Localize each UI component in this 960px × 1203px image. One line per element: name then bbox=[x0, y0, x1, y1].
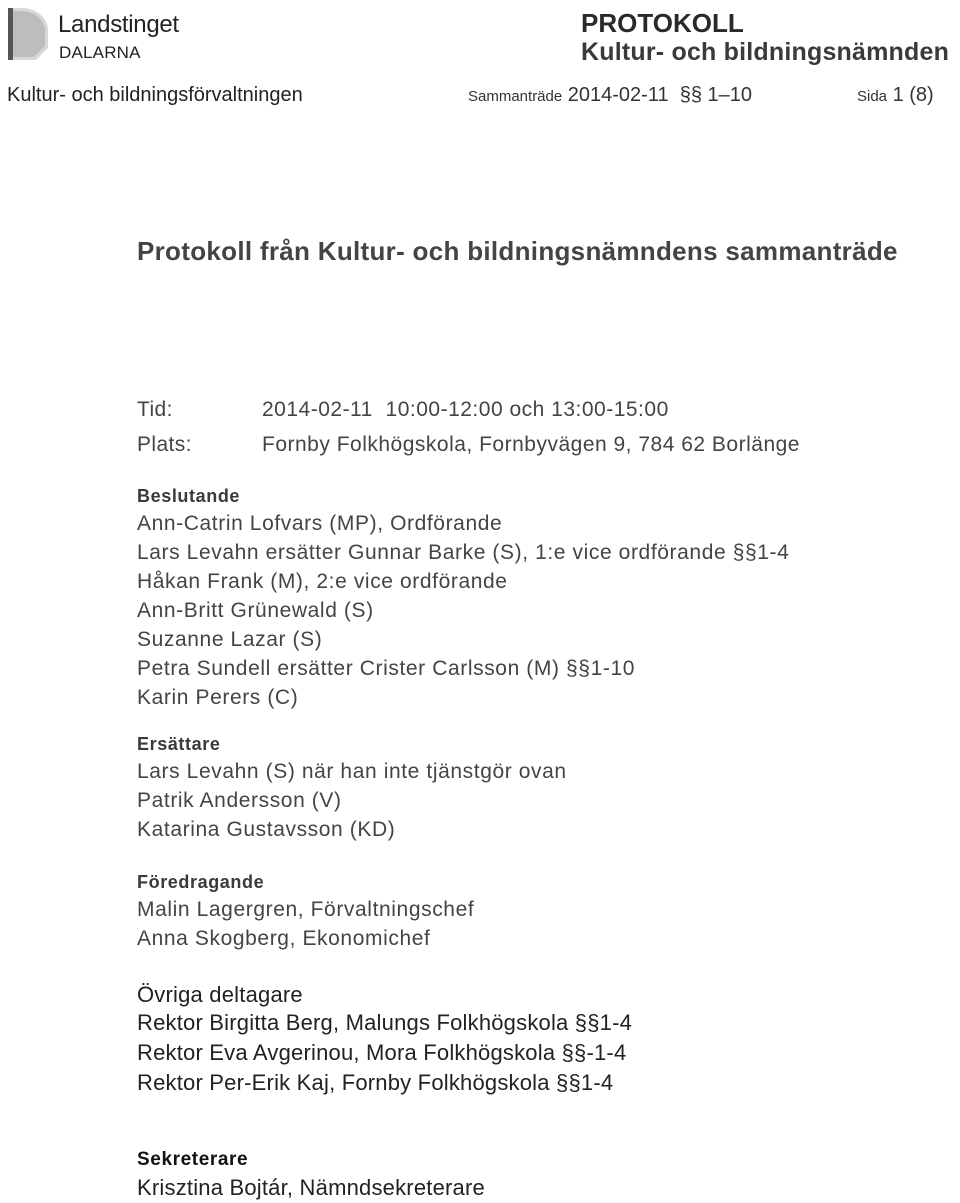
list-item: Rektor Eva Avgerinou, Mora Folkhögskola §§-1-4 bbox=[137, 1040, 627, 1065]
place-label: Plats: bbox=[137, 433, 192, 456]
list-item: Suzanne Lazar (S) bbox=[137, 628, 323, 651]
page-label: Sida bbox=[857, 88, 888, 105]
ovriga-section bbox=[137, 982, 632, 1098]
list-item: Karin Perers (C) bbox=[137, 686, 299, 709]
list-item: Patrik Andersson (V) bbox=[137, 789, 342, 812]
time-label: Tid: bbox=[137, 398, 173, 421]
foredragande-section bbox=[137, 869, 474, 953]
list-item: Håkan Frank (M), 2:e vice ordförande bbox=[137, 570, 508, 593]
sekreterare-heading: Sekreterare bbox=[137, 1149, 249, 1170]
beslutande-heading: Beslutande bbox=[137, 486, 241, 506]
list-item: Rektor Birgitta Berg, Malungs Folkhögskola §§1-4 bbox=[137, 1010, 633, 1035]
list-item: Katarina Gustavsson (KD) bbox=[137, 818, 396, 841]
committee-name: Kultur- och bildningsnämnden bbox=[581, 38, 950, 66]
landstinget-logo-icon bbox=[6, 6, 50, 62]
meeting-label: Sammanträde bbox=[468, 88, 563, 105]
meeting-paragraphs: §§ 1–10 bbox=[679, 84, 753, 106]
meeting-date: 2014-02-11 bbox=[567, 84, 669, 106]
ovriga-heading: Övriga deltagare bbox=[137, 982, 303, 1007]
ersattare-heading: Ersättare bbox=[137, 734, 221, 754]
page-number bbox=[857, 84, 934, 107]
list-item: Petra Sundell ersätter Crister Carlsson (M) §§1-10 bbox=[137, 657, 636, 680]
logo-region: DALARNA bbox=[59, 43, 141, 62]
place-value: Fornby Folkhögskola, Fornbyvägen 9, 784 62 Borlänge bbox=[262, 433, 800, 456]
meeting-info bbox=[468, 84, 752, 107]
list-item: Lars Levahn ersätter Gunnar Barke (S), 1:e vice ordförande §§1-4 bbox=[137, 541, 790, 564]
list-item: Krisztina Bojtár, Nämndsekreterare bbox=[137, 1175, 485, 1200]
time-value: 2014-02-11 10:00-12:00 och 13:00-15:00 bbox=[262, 398, 669, 421]
document-title: Protokoll från Kultur- och bildningsnämndens sammanträde bbox=[137, 236, 898, 266]
list-item: Ann-Britt Grünewald (S) bbox=[137, 599, 374, 622]
list-item: Anna Skogberg, Ekonomichef bbox=[137, 927, 431, 950]
list-item: Rektor Per-Erik Kaj, Fornby Folkhögskola §§1-4 bbox=[137, 1070, 614, 1095]
list-item: Malin Lagergren, Förvaltningschef bbox=[137, 898, 475, 921]
list-item: Ann-Catrin Lofvars (MP), Ordförande bbox=[137, 512, 503, 535]
beslutande-section bbox=[137, 483, 789, 712]
ersattare-section bbox=[137, 731, 567, 844]
document-type: PROTOKOLL bbox=[581, 8, 744, 38]
foredragande-heading: Föredragande bbox=[137, 872, 265, 892]
sekreterare-section bbox=[137, 1147, 485, 1203]
department-name: Kultur- och bildningsförvaltningen bbox=[7, 84, 303, 106]
page-info: 1 (8) bbox=[892, 84, 934, 106]
list-item: Lars Levahn (S) när han inte tjänstgör ovan bbox=[137, 760, 567, 783]
logo-name: Landstinget bbox=[58, 11, 179, 38]
